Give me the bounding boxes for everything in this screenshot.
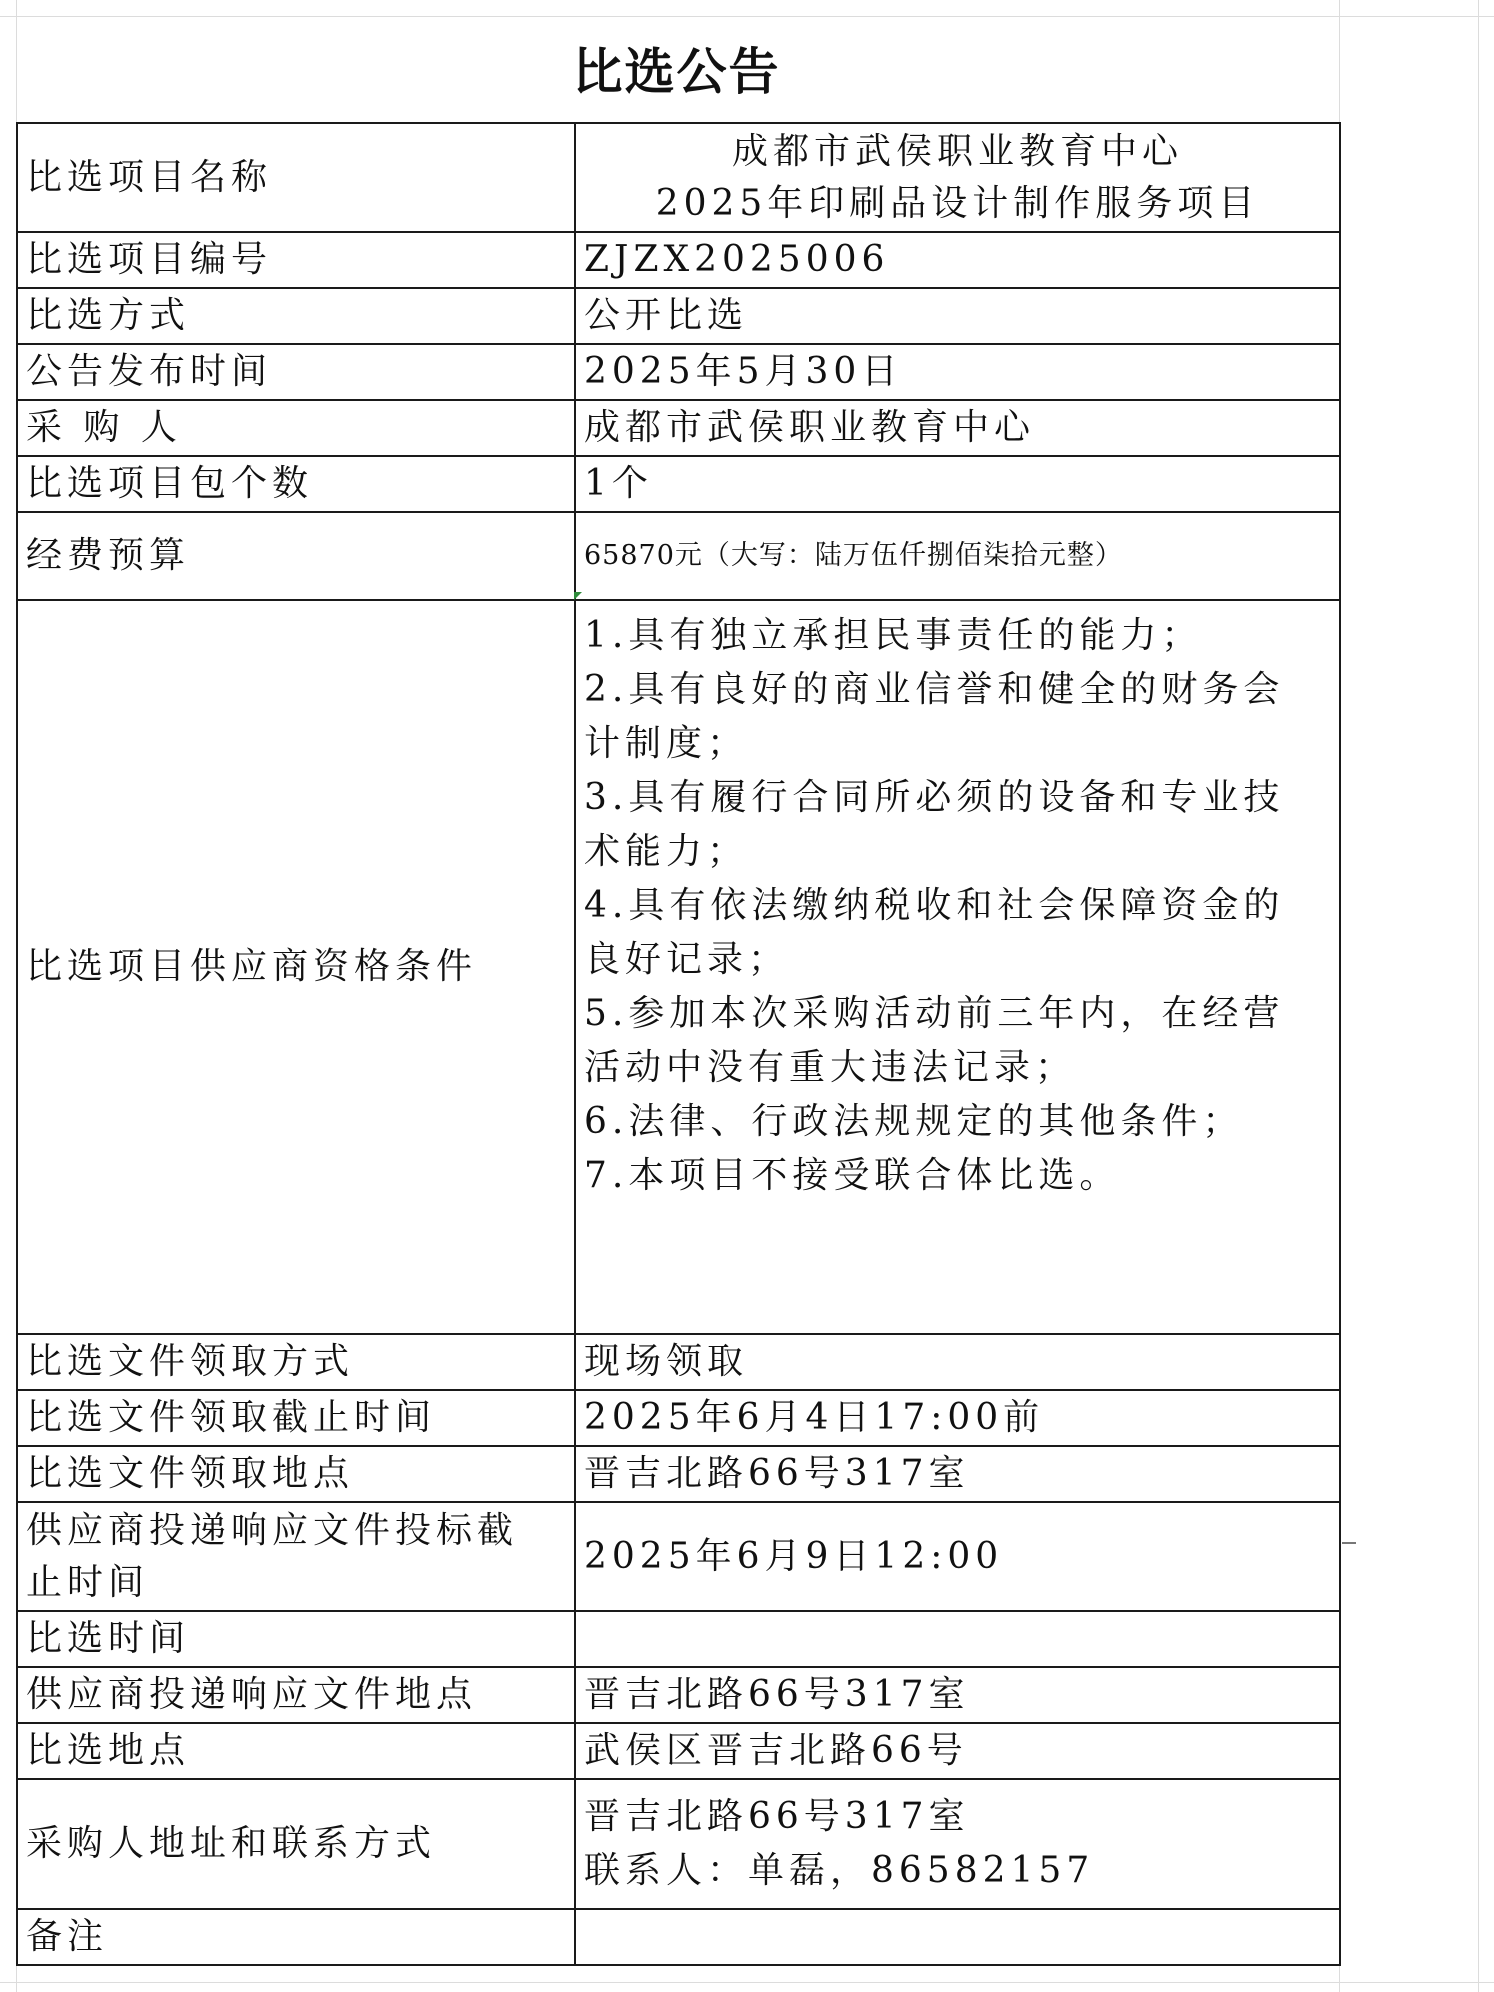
row-label: 比选项目供应商资格条件	[17, 600, 575, 1334]
label-line: 止时间	[26, 1561, 150, 1603]
row-label: 比选文件领取地点	[17, 1446, 575, 1502]
row-value: 公开比选	[575, 288, 1340, 344]
row-label: 比选文件领取方式	[17, 1334, 575, 1390]
table-row	[17, 600, 1340, 1334]
table-row	[17, 1667, 1340, 1723]
row-label: 比选项目包个数	[17, 456, 575, 512]
row-value: ZJZX2025006	[575, 232, 1340, 288]
qualification-line: 2.具有良好的商业信誉和健全的财务会	[584, 669, 1285, 710]
row-label: 经费预算	[17, 512, 575, 600]
qualification-line: 1.具有独立承担民事责任的能力；	[584, 615, 1203, 656]
row-value: 武侯区晋吉北路66号	[575, 1723, 1340, 1779]
cell-dash-mark	[1342, 1542, 1356, 1544]
row-label: 采购人地址和联系方式	[17, 1779, 575, 1909]
table-row	[17, 1909, 1340, 1965]
gridline	[0, 1982, 1494, 1983]
row-value: 2025年6月4日17:00前	[575, 1390, 1340, 1446]
qualification-line: 5.参加本次采购活动前三年内，在经营	[584, 993, 1285, 1034]
table-row	[17, 1446, 1340, 1502]
row-value: 2025年5月30日	[575, 344, 1340, 400]
table-row	[17, 344, 1340, 400]
table-row	[17, 123, 1340, 232]
row-value	[575, 1611, 1340, 1667]
row-value: 现场领取	[575, 1334, 1340, 1390]
row-value: 2025年6月9日12:00	[575, 1502, 1340, 1611]
value-line: 联系人：单磊，86582157	[584, 1850, 1095, 1891]
row-label: 备注	[17, 1909, 575, 1965]
row-value: 1个	[575, 456, 1340, 512]
value-line: 成都市武侯职业教育中心	[731, 130, 1183, 172]
qualification-line: 3.具有履行合同所必须的设备和专业技	[584, 777, 1285, 818]
row-label: 比选文件领取截止时间	[17, 1390, 575, 1446]
qualification-line: 术能力；	[584, 831, 749, 872]
qualification-line: 活动中没有重大违法记录；	[584, 1047, 1077, 1088]
qualification-line: 计制度；	[584, 723, 749, 764]
qualification-line: 6.法律、行政法规规定的其他条件；	[584, 1101, 1244, 1142]
row-label: 比选时间	[17, 1611, 575, 1667]
row-value	[575, 1909, 1340, 1965]
row-value: 65870元（大写：陆万伍仟捌佰柒拾元整）	[575, 512, 1340, 600]
value-line: 2025年印刷品设计制作服务项目	[655, 182, 1260, 224]
value-line: 晋吉北路66号317室	[584, 1796, 970, 1837]
row-value: 成都市武侯职业教育中心	[575, 400, 1340, 456]
table-row	[17, 1723, 1340, 1779]
row-value	[575, 123, 1340, 232]
row-label: 比选项目名称	[17, 123, 575, 232]
table-row	[17, 1334, 1340, 1390]
gridline	[1478, 0, 1479, 1992]
qualification-line: 7.本项目不接受联合体比选。	[584, 1155, 1121, 1196]
row-label: 比选项目编号	[17, 232, 575, 288]
table-row	[17, 288, 1340, 344]
table-row	[17, 1779, 1340, 1909]
row-label: 比选方式	[17, 288, 575, 344]
row-label: 采 购 人	[17, 400, 575, 456]
row-label: 比选地点	[17, 1723, 575, 1779]
row-value: 晋吉北路66号317室	[575, 1446, 1340, 1502]
table-row	[17, 456, 1340, 512]
row-value	[575, 1779, 1340, 1909]
label-line: 供应商投递响应文件投标截	[26, 1509, 519, 1551]
qualification-line: 良好记录；	[584, 939, 790, 980]
table-row	[17, 1502, 1340, 1611]
qualification-line: 4.具有依法缴纳税收和社会保障资金的	[584, 885, 1285, 926]
row-label: 公告发布时间	[17, 344, 575, 400]
row-value: 晋吉北路66号317室	[575, 1667, 1340, 1723]
document-title: 比选公告	[572, 43, 781, 101]
notice-table	[16, 122, 1341, 1966]
cell-comment-marker	[574, 592, 582, 600]
qualification-list	[575, 600, 1340, 1334]
table-row	[17, 1390, 1340, 1446]
row-label: 供应商投递响应文件地点	[17, 1667, 575, 1723]
table-row	[17, 512, 1340, 600]
row-label	[17, 1502, 575, 1611]
table-row	[17, 232, 1340, 288]
table-row	[17, 400, 1340, 456]
table-row	[17, 1611, 1340, 1667]
